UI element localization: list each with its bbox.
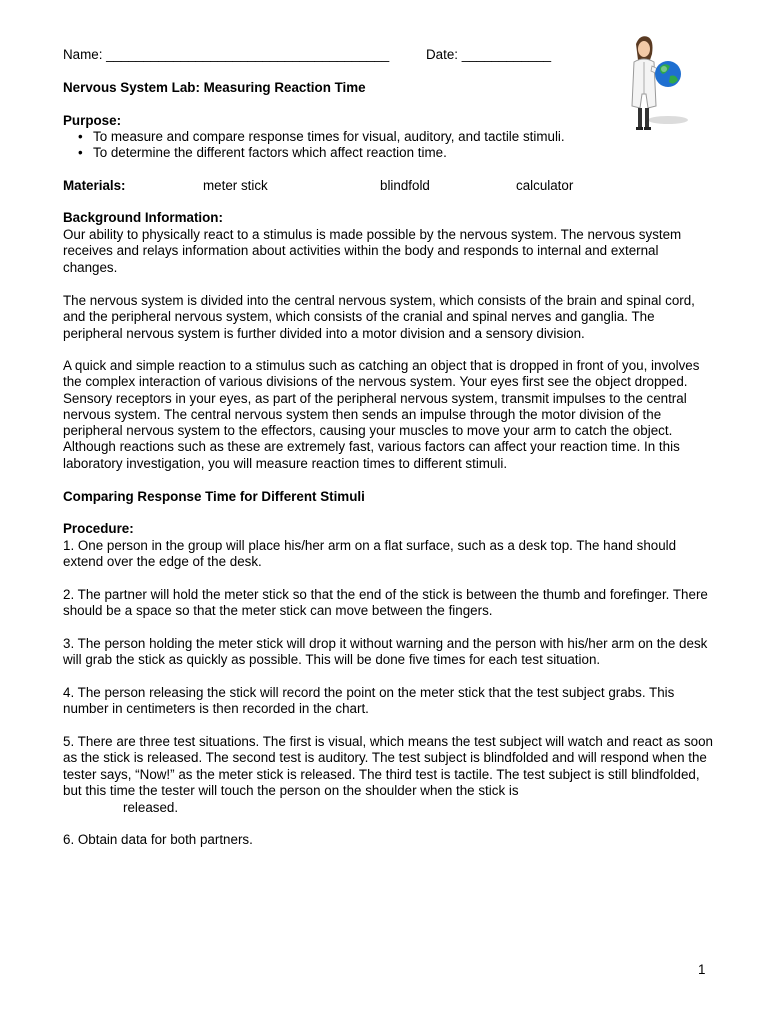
bullet-icon: •: [78, 145, 83, 160]
bullet-icon: •: [78, 129, 83, 144]
material-item: meter stick: [203, 178, 268, 193]
step-text: 5. There are three test situations. The first is visual, which means the test subject will watch and react as soon as the stick is released. The second test is auditory. The test subject is blindfolded and will respond when the tester says, “Now!” as the meter stick is released. The third test is tactile. The test subject is still blindfolded, but this time the tester will touch the person on the shoulder when the stick is: [63, 734, 714, 798]
lab-title: Nervous System Lab: Measuring Reaction Time: [63, 80, 366, 95]
paragraph-text: A quick and simple reaction to a stimulus such as catching an object that is dropped in front of you, involves the complex interaction of various divisions of the nervous system. Your eyes first see the object dropped. Sensory receptors in your eyes, as part of the peripheral nervous system, transmit impulses to the central nervous system. The central nervous system then sends an impulse through the motor division of the peripheral nervous system to the effectors, causing your muscles to move your arm to catch the object. Although reactions such as these are extremely fast, various factors can affect your reaction time. In this laboratory investigation, you will measure reaction times to different stimuli.: [63, 358, 700, 471]
step-text: 3. The person holding the meter stick will drop it without warning and the person with his/her arm on the desk will grab the stick as quickly as possible. This will be done five times for each test situation.: [63, 636, 708, 668]
procedure-step: 6. Obtain data for both partners.: [63, 832, 253, 847]
name-field: Name: ______________________________________: [63, 47, 390, 62]
step-text: 1. One person in the group will place his/her arm on a flat surface, such as a desk top. The hand should extend over the edge of the desk.: [63, 538, 677, 570]
date-field: Date: ____________: [426, 47, 552, 62]
procedure-step: [63, 538, 713, 571]
material-item: blindfold: [380, 178, 430, 193]
background-paragraph: [63, 293, 713, 342]
procedure-step: [63, 734, 713, 799]
procedure-step: [63, 587, 713, 620]
material-item: calculator: [516, 178, 574, 193]
step-text: 4. The person releasing the stick will record the point on the meter stick that the test subject grabs. This number in centimeters is then recorded in the chart.: [63, 685, 675, 717]
page-number: 1: [698, 962, 706, 977]
background-paragraph: [63, 227, 713, 276]
purpose-item: To measure and compare response times for visual, auditory, and tactile stimuli.: [93, 129, 565, 144]
paragraph-text: Our ability to physically react to a stimulus is made possible by the nervous system. The nervous system receives and relays information about activities within the body and responds to internal and external changes.: [63, 227, 682, 275]
background-paragraph: [63, 358, 713, 472]
purpose-item: To determine the different factors which affect reaction time.: [93, 145, 447, 160]
step-text: 2. The partner will hold the meter stick so that the end of the stick is between the thumb and forefinger. There should be a space so that the meter stick can move between the fingers.: [63, 587, 708, 619]
teacher-with-globe-illustration: [618, 34, 694, 138]
procedure-step: [63, 685, 713, 718]
step-continuation: released.: [123, 800, 179, 815]
procedure-heading: Procedure:: [63, 521, 134, 536]
materials-heading: Materials:: [63, 178, 126, 193]
section-title: Comparing Response Time for Different Stimuli: [63, 489, 365, 504]
purpose-heading: Purpose:: [63, 113, 122, 128]
procedure-step: [63, 636, 713, 669]
background-heading: Background Information:: [63, 210, 223, 225]
paragraph-text: The nervous system is divided into the central nervous system, which consists of the brain and spinal cord, and the peripheral nervous system, which consists of the cranial and spinal nerves and ganglia. The peripheral nervous system is further divided into a motor division and a sensory division.: [63, 293, 695, 341]
